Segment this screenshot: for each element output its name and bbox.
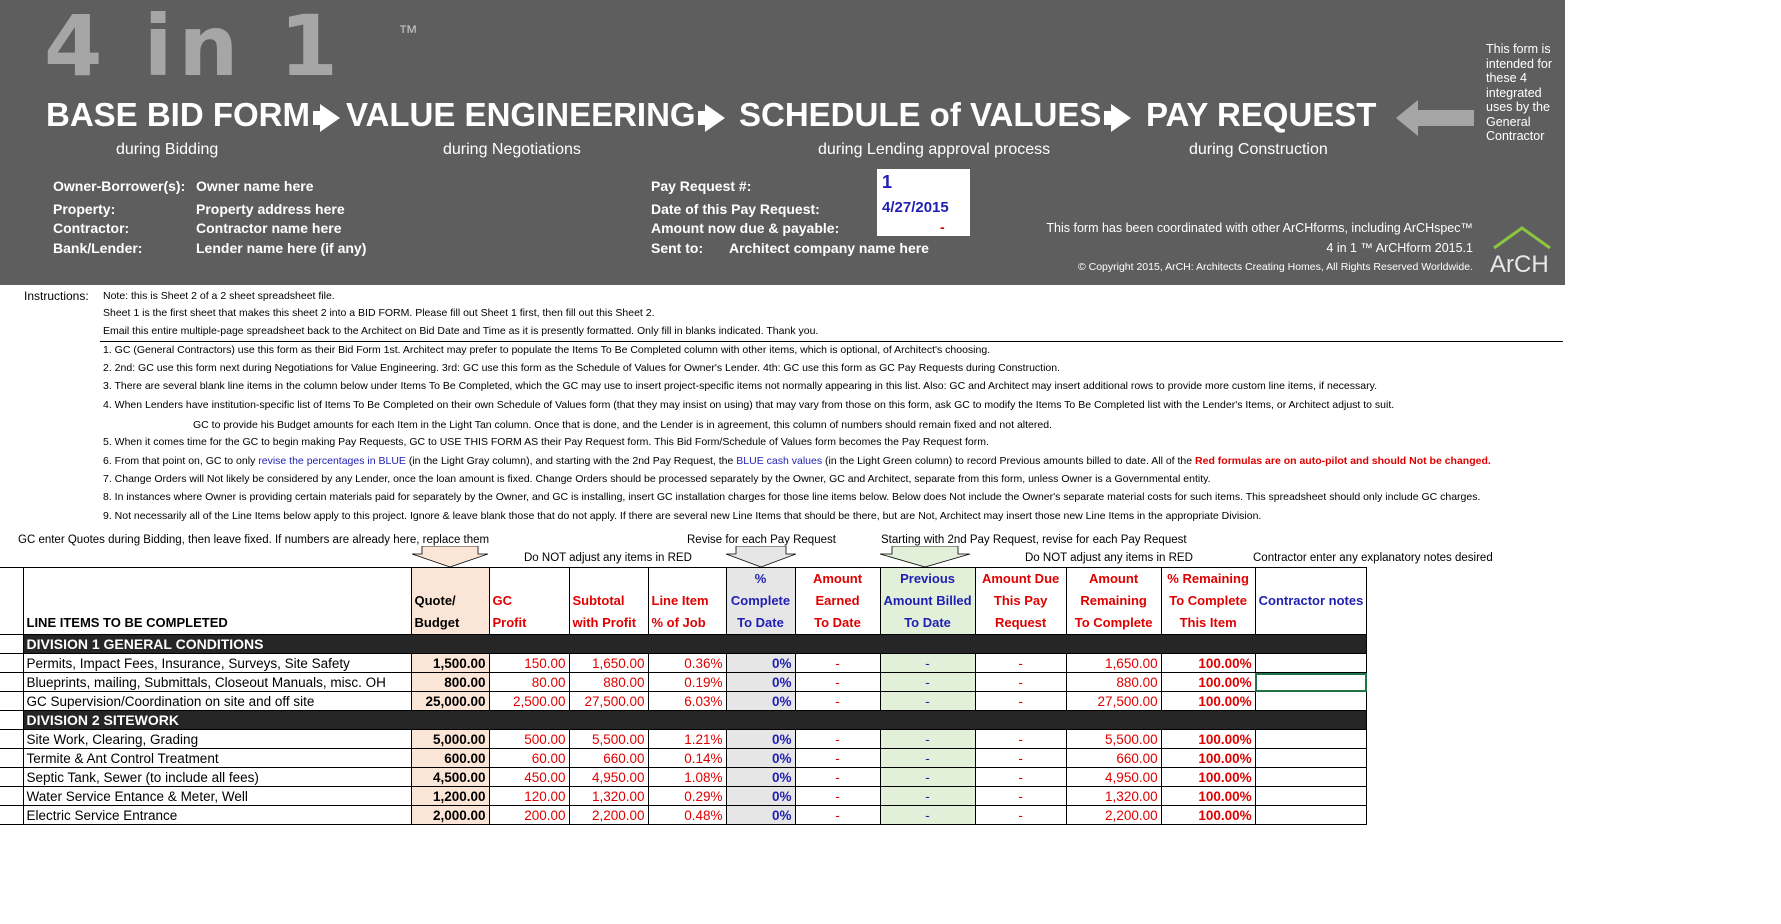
right-margin [1565, 0, 1781, 924]
cell-earned: - [795, 730, 880, 749]
property-value[interactable]: Property address here [196, 201, 345, 217]
cell-pct-job: 1.08% [648, 768, 726, 787]
cell-previous[interactable]: - [880, 730, 975, 749]
cell-subtotal: 27,500.00 [569, 692, 648, 711]
header-banner [0, 0, 1565, 285]
cell-quote[interactable]: 5,000.00 [411, 730, 489, 749]
cell-remaining: 2,200.00 [1066, 806, 1161, 825]
pay-request-table [0, 567, 1367, 825]
line-item-name[interactable]: Termite & Ant Control Treatment [23, 749, 411, 768]
line-item-name[interactable]: GC Supervision/Coordination on site and off site [23, 692, 411, 711]
arrow-right-icon [320, 104, 340, 132]
instruction-item-6: 6. From that point on, GC to only revise the percentages in BLUE (in the Light Gray column), and starting with the 2nd Pay Request, the BLUE cash values (in the Light Green column) to record Previous amounts billed to date. All of the Red formulas are on auto-pilot and should Not be changed. [103, 455, 1491, 467]
division-header-row [0, 635, 1367, 654]
step-sub-lending: during Lending approval process [818, 141, 1051, 158]
cell-pct-remaining: 100.00% [1161, 806, 1255, 825]
header-profit: GC Profit [489, 568, 569, 635]
cell-pct-job: 0.48% [648, 806, 726, 825]
date-label: Date of this Pay Request: [651, 201, 820, 217]
division-title: DIVISION 2 SITEWORK [23, 711, 1367, 730]
cell-earned: - [795, 768, 880, 787]
cell-profit: 80.00 [489, 673, 569, 692]
sentto-label: Sent to: [651, 240, 704, 256]
cell-earned: - [795, 673, 880, 692]
cell-remaining: 880.00 [1066, 673, 1161, 692]
cell-quote[interactable]: 2,000.00 [411, 806, 489, 825]
arrow-right-icon [1111, 104, 1131, 132]
cell-pct-remaining: 100.00% [1161, 787, 1255, 806]
arch-logo-text: ArCH [1490, 251, 1549, 278]
line-item-name[interactable]: Water Service Entance & Meter, Well [23, 787, 411, 806]
copyright-text: © Copyright 2015, ArCH: Architects Creating Homes, All Rights Reserved Worldwide. [1077, 261, 1473, 273]
cell-pct-job: 1.21% [648, 730, 726, 749]
header-item: LINE ITEMS TO BE COMPLETED [23, 568, 411, 635]
cell-earned: - [795, 806, 880, 825]
cell-remaining: 1,320.00 [1066, 787, 1161, 806]
contractor-notes-cell[interactable] [1255, 730, 1367, 749]
line-item-name[interactable]: Septic Tank, Sewer (to include all fees) [23, 768, 411, 787]
arrow-down-icon [412, 546, 488, 567]
cell-earned: - [795, 692, 880, 711]
cell-pct-complete[interactable]: 0% [726, 730, 795, 749]
cell-earned: - [795, 749, 880, 768]
arrow-down-icon [726, 546, 796, 567]
cell-due: - [975, 749, 1066, 768]
cell-previous[interactable]: - [880, 673, 975, 692]
step-sub-bidding: during Bidding [116, 141, 219, 158]
cell-subtotal: 1,320.00 [569, 787, 648, 806]
header-due: Amount Due This Pay Request [975, 568, 1066, 635]
coordination-note: This form has been coordinated with other ArCHforms, including ArCHspec™ [1046, 221, 1473, 235]
contractor-notes-cell[interactable] [1255, 749, 1367, 768]
cell-pct-complete[interactable]: 0% [726, 749, 795, 768]
step-schedule-of-values: SCHEDULE of VALUES [739, 96, 1102, 133]
cell-pct-job: 0.29% [648, 787, 726, 806]
instruction-line: Note: this is Sheet 2 of a 2 sheet spreadsheet file. [103, 290, 335, 302]
cell-quote[interactable]: 1,200.00 [411, 787, 489, 806]
cell-remaining: 27,500.00 [1066, 692, 1161, 711]
cell-profit: 200.00 [489, 806, 569, 825]
property-label: Property: [53, 201, 116, 217]
instruction-item: 8. In instances where Owner is providing certain materials paid for separately by the Owner, and GC is installing, insert GC installation charges for those line items below. Below does Not include the Owner's separate material costs for such items. This spreadsheet should only include GC charges. [103, 491, 1481, 503]
instruction-item: 3. There are several blank line items in the column below under Items To Be Completed, which the GC may use to insert project-specific items not normally appearing in this list. Also: GC and Architect may insert additional rows to provide more custom line items, if necessary. [103, 380, 1377, 392]
cell-subtotal: 4,950.00 [569, 768, 648, 787]
cell-due: - [975, 654, 1066, 673]
table-row [0, 654, 1367, 673]
version-text: 4 in 1 ™ ArCHform 2015.1 [1326, 241, 1473, 255]
cell-remaining: 4,950.00 [1066, 768, 1161, 787]
header-subtotal: Subtotal with Profit [569, 568, 648, 635]
cell-previous[interactable]: - [880, 806, 975, 825]
cell-pct-complete[interactable]: 0% [726, 768, 795, 787]
contractor-value[interactable]: Contractor name here [196, 220, 342, 236]
payreq-number[interactable]: 1 [882, 172, 893, 192]
contractor-notes-cell[interactable] [1255, 673, 1367, 692]
instruction-item: 7. Change Orders will Not likely be considered by any Lender, once the loan amount is fixed. Change Orders should be processed separately by the Owner, GC and Architect, separate from this form, unless Owner is a Governmental entity. [103, 473, 1211, 485]
table-row [0, 768, 1367, 787]
cell-pct-remaining: 100.00% [1161, 730, 1255, 749]
amount-due-value: - [940, 219, 945, 235]
cell-subtotal: 880.00 [569, 673, 648, 692]
contractor-notes-hint: Contractor enter any explanatory notes desired [1253, 552, 1493, 564]
cell-subtotal: 5,500.00 [569, 730, 648, 749]
contractor-notes-cell[interactable] [1255, 692, 1367, 711]
owner-label: Owner-Borrower(s): [53, 178, 186, 194]
side-note: This form is intended for these 4 integrated uses by the General Contractor [1486, 42, 1553, 143]
cell-quote[interactable]: 25,000.00 [411, 692, 489, 711]
cell-pct-complete[interactable]: 0% [726, 806, 795, 825]
cell-profit: 60.00 [489, 749, 569, 768]
instruction-item: 5. When it comes time for the GC to begin making Pay Requests, GC to USE THIS FORM AS their Pay Request form. This Bid Form/Schedule of Values form becomes the Pay Request form. [103, 436, 989, 448]
cell-pct-complete[interactable]: 0% [726, 692, 795, 711]
cell-previous[interactable]: - [880, 692, 975, 711]
cell-due: - [975, 787, 1066, 806]
instructions-label: Instructions: [24, 289, 89, 303]
table-row [0, 749, 1367, 768]
cell-quote[interactable]: 1,500.00 [411, 654, 489, 673]
cell-previous[interactable]: - [880, 768, 975, 787]
line-item-name[interactable]: Site Work, Clearing, Grading [23, 730, 411, 749]
instruction-line: Email this entire multiple-page spreadsheet back to the Architect on Bid Date and Time as it is presently formatted. Only fill in blanks indicated. Thank you. [103, 325, 819, 337]
cell-pct-remaining: 100.00% [1161, 768, 1255, 787]
header-remaining: Amount Remaining To Complete [1066, 568, 1161, 635]
cell-pct-remaining: 100.00% [1161, 673, 1255, 692]
line-item-name[interactable]: Blueprints, mailing, Submittals, Closeout Manuals, misc. OH [23, 673, 411, 692]
table-header-row [0, 568, 1367, 635]
cell-due: - [975, 692, 1066, 711]
cell-previous[interactable]: - [880, 654, 975, 673]
payreq-date[interactable]: 4/27/2015 [882, 199, 949, 216]
contractor-notes-cell[interactable] [1255, 654, 1367, 673]
table-row [0, 806, 1367, 825]
cell-previous[interactable]: - [880, 787, 975, 806]
do-not-adjust-note: Do NOT adjust any items in RED [1025, 552, 1193, 564]
cell-pct-job: 0.14% [648, 749, 726, 768]
cell-due: - [975, 730, 1066, 749]
cell-due: - [975, 806, 1066, 825]
four-in-one-logo: 4 in 1 [44, 0, 344, 95]
cell-due: - [975, 768, 1066, 787]
arrow-left-icon [1396, 98, 1476, 138]
cell-pct-job: 6.03% [648, 692, 726, 711]
do-not-adjust-note: Do NOT adjust any items in RED [524, 552, 692, 564]
header-contractor-notes: Contractor notes [1255, 568, 1367, 635]
cell-quote[interactable]: 600.00 [411, 749, 489, 768]
arch-logo [1486, 218, 1558, 284]
step-pay-request: PAY REQUEST [1146, 96, 1377, 133]
trademark-mark: ™ [398, 22, 418, 44]
contractor-notes-cell[interactable] [1255, 787, 1367, 806]
owner-value[interactable]: Owner name here [196, 178, 314, 194]
cell-subtotal: 1,650.00 [569, 654, 648, 673]
header-previous: Previous Amount Billed To Date [880, 568, 975, 635]
division-title: DIVISION 1 GENERAL CONDITIONS [23, 635, 1367, 654]
cell-quote[interactable]: 800.00 [411, 673, 489, 692]
instruction-item: GC to provide his Budget amounts for each Item in the Light Tan column. Once that is done, and the Lender is in agreement, this column of numbers should remain fixed and not altered. [193, 419, 1052, 431]
bank-label: Bank/Lender: [53, 240, 143, 256]
instruction-item: 9. Not necessarily all of the Line Items below apply to this project. Ignore & leave blank those that do not apply. If there are several new Line Items that should be there, but are Not, Architect may insert those new Line Items in the appropriate Division. [103, 510, 1262, 522]
cell-subtotal: 660.00 [569, 749, 648, 768]
cell-quote[interactable]: 4,500.00 [411, 768, 489, 787]
step-sub-construction: during Construction [1189, 141, 1328, 158]
table-row [0, 692, 1367, 711]
gc-quotes-note: GC enter Quotes during Bidding, then leave fixed. If numbers are already here, replace them [18, 534, 490, 546]
cell-remaining: 5,500.00 [1066, 730, 1161, 749]
line-item-name[interactable]: Electric Service Entrance [23, 806, 411, 825]
header-earned: Amount Earned To Date [795, 568, 880, 635]
table-body [0, 635, 1367, 825]
instruction-item: 4. When Lenders have institution-specific list of Items To Be Completed on their own Schedule of Values form (that they may insist on using) that may vary from those on this form, ask GC to modify the Items To Be Completed list with the Lender's Items, or Architect adjust to suit. [103, 399, 1395, 411]
step-base-bid-form: BASE BID FORM [46, 96, 310, 133]
division-header-row [0, 711, 1367, 730]
cell-remaining: 660.00 [1066, 749, 1161, 768]
divider [100, 341, 1563, 342]
instruction-item: 2. 2nd: GC use this form next during Negotiations for Value Engineering. 3rd: GC use this form as the Schedule of Values for Owner's Lender. 4th: GC use this form as GC Pay Requests during Construction. [103, 362, 1061, 374]
cell-subtotal: 2,200.00 [569, 806, 648, 825]
contractor-label: Contractor: [53, 220, 130, 236]
amount-label: Amount now due & payable: [651, 220, 840, 236]
cell-due: - [975, 673, 1066, 692]
cell-profit: 500.00 [489, 730, 569, 749]
cell-pct-remaining: 100.00% [1161, 692, 1255, 711]
contractor-notes-cell[interactable] [1255, 806, 1367, 825]
cell-remaining: 1,650.00 [1066, 654, 1161, 673]
cell-pct-job: 0.36% [648, 654, 726, 673]
cell-profit: 2,500.00 [489, 692, 569, 711]
cell-pct-complete[interactable]: 0% [726, 673, 795, 692]
step-sub-negotiations: during Negotiations [443, 141, 581, 158]
starting-2nd-note: Starting with 2nd Pay Request, revise for each Pay Request [881, 534, 1187, 546]
step-value-engineering: VALUE ENGINEERING [346, 96, 696, 133]
header-quote: Quote/ Budget [411, 568, 489, 635]
instruction-item: 1. GC (General Contractors) use this form as their Bid Form 1st. Architect may prefer to populate the Items To Be Completed column with other items, which is optional, of Architect's choosing. [103, 344, 991, 356]
arrow-down-icon [880, 546, 970, 567]
header-pct-complete: % Complete To Date [726, 568, 795, 635]
bank-value[interactable]: Lender name here (if any) [196, 240, 367, 256]
contractor-notes-cell[interactable] [1255, 768, 1367, 787]
cell-pct-remaining: 100.00% [1161, 749, 1255, 768]
line-item-name[interactable]: Permits, Impact Fees, Insurance, Surveys, Site Safety [23, 654, 411, 673]
payreq-label: Pay Request #: [651, 178, 752, 194]
revise-note: Revise for each Pay Request [687, 534, 836, 546]
cell-earned: - [795, 654, 880, 673]
cell-profit: 450.00 [489, 768, 569, 787]
cell-previous[interactable]: - [880, 749, 975, 768]
table-row [0, 730, 1367, 749]
table-row [0, 673, 1367, 692]
sentto-value[interactable]: Architect company name here [729, 240, 929, 256]
cell-pct-remaining: 100.00% [1161, 654, 1255, 673]
cell-pct-complete[interactable]: 0% [726, 787, 795, 806]
cell-profit: 150.00 [489, 654, 569, 673]
cell-pct-complete[interactable]: 0% [726, 654, 795, 673]
cell-earned: - [795, 787, 880, 806]
table-row [0, 787, 1367, 806]
arrow-right-icon [705, 104, 725, 132]
cell-pct-job: 0.19% [648, 673, 726, 692]
header-pct-remaining: % Remaining To Complete This Item [1161, 568, 1255, 635]
header-lineitem: Line Item % of Job [648, 568, 726, 635]
cell-profit: 120.00 [489, 787, 569, 806]
instruction-line: Sheet 1 is the first sheet that makes this sheet 2 into a BID FORM. Please fill out Sheet 1 first, then fill out this Sheet 2. [103, 307, 655, 319]
